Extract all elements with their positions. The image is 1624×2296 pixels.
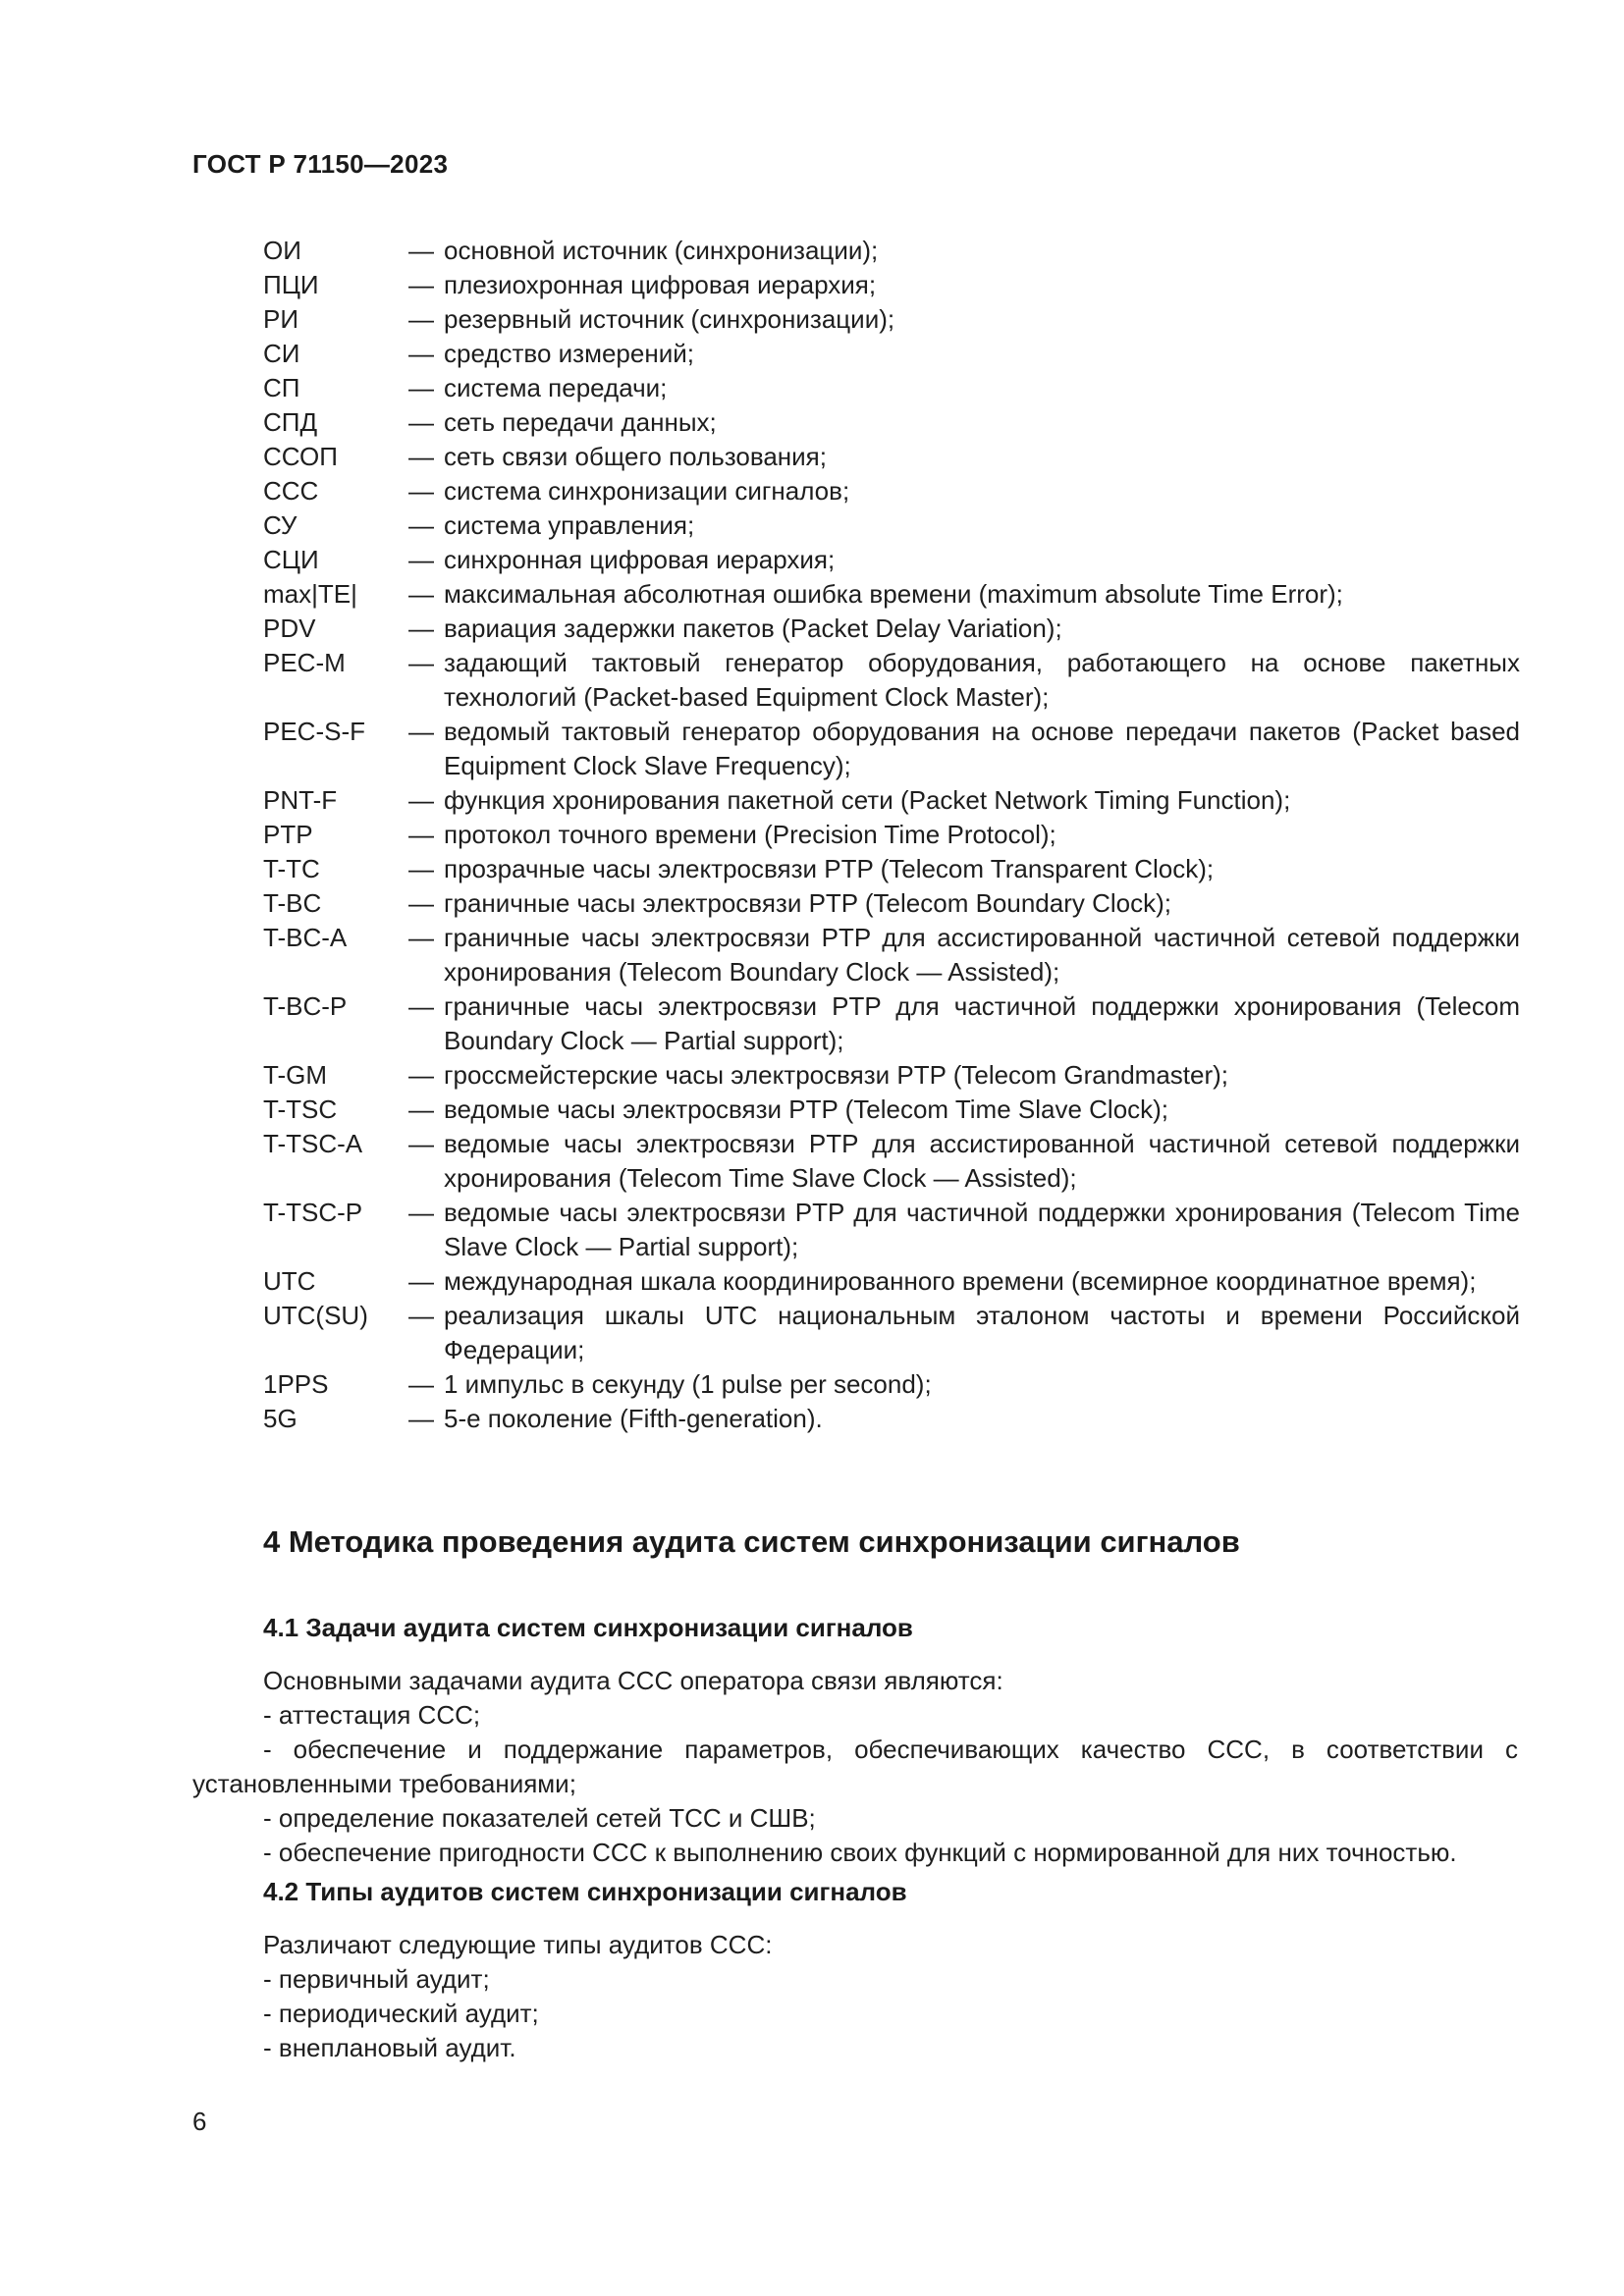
- abbreviation-definition: гроссмейстерские часы электросвязи PTP (Telecom Grandmaster);: [444, 1060, 1229, 1090]
- abbreviation-row: [263, 989, 1520, 1058]
- em-dash: —: [408, 820, 434, 849]
- em-dash: —: [408, 545, 434, 574]
- abbreviation-row: [263, 886, 1520, 921]
- abbreviation-term: PEC-M: [263, 648, 346, 677]
- abbreviation-definition: максимальная абсолютная ошибка времени (maximum absolute Time Error);: [444, 579, 1343, 609]
- abbreviation-term: UTC(SU): [263, 1301, 368, 1330]
- abbreviation-definition-cell: [408, 1196, 1520, 1264]
- abbreviation-term: PTP: [263, 820, 313, 849]
- abbreviation-term: СП: [263, 373, 300, 402]
- abbreviation-definition-cell: [408, 440, 1520, 474]
- abbreviation-term: T-BC-P: [263, 991, 348, 1021]
- abbreviation-definition-cell: [408, 1127, 1520, 1196]
- abbreviation-term: UTC: [263, 1266, 316, 1296]
- page-number: 6: [192, 2107, 207, 2136]
- abbreviation-definition-cell: [408, 1093, 1520, 1127]
- subsection-4-1-body: [192, 1664, 1518, 1870]
- abbreviation-definition: 5-е поколение (Fifth-generation).: [444, 1404, 823, 1433]
- abbreviation-definition: функция хронирования пакетной сети (Packet Network Timing Function);: [444, 785, 1291, 815]
- abbreviation-term: ССС: [263, 476, 319, 506]
- em-dash: —: [408, 888, 434, 918]
- abbreviation-term: ПЦИ: [263, 270, 319, 299]
- abbreviation-row: [263, 268, 1520, 302]
- em-dash: —: [408, 1266, 434, 1296]
- abbreviation-term: T-BC-A: [263, 923, 348, 952]
- abbreviation-definition-cell: [408, 715, 1520, 783]
- abbreviation-definition: средство измерений;: [444, 339, 694, 368]
- abbreviation-term: T-TSC-P: [263, 1198, 363, 1227]
- abbreviation-row: [263, 234, 1520, 268]
- abbreviation-definition-cell: [408, 337, 1520, 371]
- em-dash: —: [408, 236, 434, 265]
- list-item: - внеплановый аудит.: [263, 2033, 516, 2062]
- abbreviation-definition-cell: [408, 234, 1520, 268]
- abbreviation-definition: протокол точного времени (Precision Time Protocol);: [444, 820, 1056, 849]
- abbreviation-definition-cell: [408, 921, 1520, 989]
- abbreviation-definition-cell: [408, 989, 1520, 1058]
- abbreviation-row: [263, 1058, 1520, 1093]
- abbreviation-term: СИ: [263, 339, 300, 368]
- em-dash: —: [408, 1129, 434, 1158]
- abbreviation-row: [263, 1299, 1520, 1367]
- em-dash: —: [408, 510, 434, 540]
- abbreviation-definition: сеть передачи данных;: [444, 407, 717, 437]
- abbreviation-row: [263, 1264, 1520, 1299]
- abbreviation-definition-cell: [408, 268, 1520, 302]
- abbreviation-row: [263, 440, 1520, 474]
- em-dash: —: [408, 270, 434, 299]
- abbreviation-row: [263, 646, 1520, 715]
- abbreviation-row: [263, 715, 1520, 783]
- em-dash: —: [408, 407, 434, 437]
- list-item: - периодический аудит;: [263, 1999, 539, 2028]
- abbreviation-row: [263, 818, 1520, 852]
- abbreviation-definition: ведомые часы электросвязи PTP для ассистированной частичной сетевой поддержки хронирования (Telecom Time Slave Clock — Assisted);: [444, 1129, 1520, 1193]
- standard-code-header: ГОСТ Р 71150—2023: [192, 149, 449, 179]
- abbreviation-definition: международная шкала координированного времени (всемирное координатное время);: [444, 1266, 1477, 1296]
- list-item: - определение показателей сетей ТСС и СШВ;: [263, 1803, 816, 1833]
- abbreviation-row: [263, 1196, 1520, 1264]
- subsection-4-2-intro: Различают следующие типы аудитов ССС:: [263, 1930, 773, 1959]
- abbreviation-definition: ведомые часы электросвязи PTP (Telecom Time Slave Clock);: [444, 1095, 1169, 1124]
- abbreviation-definition-cell: [408, 543, 1520, 577]
- em-dash: —: [408, 442, 434, 471]
- abbreviation-row: [263, 921, 1520, 989]
- abbreviation-definition: система синхронизации сигналов;: [444, 476, 850, 506]
- list-item: - обеспечение и поддержание параметров, обеспечивающих качество ССС, в соответствии с установленными требованиями;: [192, 1735, 1518, 1798]
- abbreviation-definition: задающий тактовый генератор оборудования, работающего на основе пакетных технологий (Packet-based Equipment Clock Master);: [444, 648, 1520, 712]
- em-dash: —: [408, 579, 434, 609]
- abbreviation-definition-cell: [408, 474, 1520, 508]
- abbreviation-definition-cell: [408, 783, 1520, 818]
- abbreviation-definition-cell: [408, 852, 1520, 886]
- em-dash: —: [408, 339, 434, 368]
- em-dash: —: [408, 717, 434, 746]
- em-dash: —: [408, 1404, 434, 1433]
- em-dash: —: [408, 648, 434, 677]
- list-item: - обеспечение пригодности ССС к выполнению своих функций с нормированной для них точностью.: [263, 1838, 1457, 1867]
- em-dash: —: [408, 373, 434, 402]
- abbreviation-definition: вариация задержки пакетов (Packet Delay Variation);: [444, 614, 1062, 643]
- list-item: - аттестация ССС;: [263, 1700, 481, 1730]
- subsection-4-2-body: [192, 1928, 1518, 2065]
- em-dash: —: [408, 1060, 434, 1090]
- abbreviation-row: [263, 1127, 1520, 1196]
- list-item: - первичный аудит;: [263, 1964, 490, 1994]
- abbreviation-term: ОИ: [263, 236, 301, 265]
- abbreviation-term: ССОП: [263, 442, 338, 471]
- abbreviation-term: РИ: [263, 304, 299, 334]
- abbreviation-term: PEC-S-F: [263, 717, 365, 746]
- abbreviation-term: PNT-F: [263, 785, 338, 815]
- abbreviation-definition-cell: [408, 405, 1520, 440]
- abbreviation-row: [263, 405, 1520, 440]
- em-dash: —: [408, 304, 434, 334]
- em-dash: —: [408, 854, 434, 883]
- abbreviation-row: [263, 1367, 1520, 1402]
- abbreviation-definition: граничные часы электросвязи PTP для частичной поддержки хронирования (Telecom Boundary Clock — Partial support);: [444, 991, 1520, 1055]
- subsection-4-1-heading: 4.1 Задачи аудита систем синхронизации сигналов: [263, 1613, 913, 1642]
- abbreviation-definition-cell: [408, 886, 1520, 921]
- em-dash: —: [408, 1301, 434, 1330]
- em-dash: —: [408, 476, 434, 506]
- abbreviation-definition: синхронная цифровая иерархия;: [444, 545, 836, 574]
- em-dash: —: [408, 923, 434, 952]
- abbreviation-definition: система управления;: [444, 510, 695, 540]
- abbreviation-definition-cell: [408, 646, 1520, 715]
- abbreviation-row: [263, 543, 1520, 577]
- section-4-heading: 4 Методика проведения аудита систем синхронизации сигналов: [263, 1524, 1240, 1559]
- abbreviations-list: [263, 234, 1520, 1436]
- em-dash: —: [408, 785, 434, 815]
- abbreviation-definition: реализация шкалы UTC национальным эталоном частоты и времени Российской Федерации;: [444, 1301, 1520, 1364]
- abbreviation-definition: 1 импульс в секунду (1 pulse per second);: [444, 1369, 932, 1399]
- abbreviation-row: [263, 1093, 1520, 1127]
- subsection-4-2-heading: 4.2 Типы аудитов систем синхронизации сигналов: [263, 1877, 907, 1906]
- abbreviation-definition-cell: [408, 1264, 1520, 1299]
- abbreviation-definition-cell: [408, 508, 1520, 543]
- abbreviation-definition-cell: [408, 577, 1520, 612]
- abbreviation-definition: ведомый тактовый генератор оборудования на основе передачи пакетов (Packet based Equipment Clock Slave Frequency);: [444, 717, 1520, 780]
- abbreviation-definition-cell: [408, 371, 1520, 405]
- abbreviation-definition-cell: [408, 1299, 1520, 1367]
- abbreviation-definition: резервный источник (синхронизации);: [444, 304, 895, 334]
- subsection-4-1-intro: Основными задачами аудита ССС оператора связи являются:: [263, 1666, 1003, 1695]
- abbreviation-term: PDV: [263, 614, 316, 643]
- abbreviation-term: 1PPS: [263, 1369, 329, 1399]
- abbreviation-definition: плезиохронная цифровая иерархия;: [444, 270, 877, 299]
- abbreviation-term: max|TE|: [263, 579, 357, 609]
- abbreviation-definition-cell: [408, 302, 1520, 337]
- abbreviation-row: [263, 577, 1520, 612]
- abbreviation-definition-cell: [408, 818, 1520, 852]
- abbreviation-term: T-TSC: [263, 1095, 338, 1124]
- abbreviation-row: [263, 508, 1520, 543]
- abbreviation-definition-cell: [408, 612, 1520, 646]
- abbreviation-term: 5G: [263, 1404, 298, 1433]
- em-dash: —: [408, 991, 434, 1021]
- abbreviation-row: [263, 371, 1520, 405]
- abbreviation-definition: граничные часы электросвязи PTP (Telecom Boundary Clock);: [444, 888, 1171, 918]
- abbreviation-row: [263, 1402, 1520, 1436]
- em-dash: —: [408, 1198, 434, 1227]
- abbreviation-definition: ведомые часы электросвязи PTP для частичной поддержки хронирования (Telecom Time Slave Clock — Partial support);: [444, 1198, 1520, 1261]
- abbreviation-term: СЦИ: [263, 545, 319, 574]
- abbreviation-row: [263, 852, 1520, 886]
- em-dash: —: [408, 1095, 434, 1124]
- em-dash: —: [408, 614, 434, 643]
- abbreviation-row: [263, 302, 1520, 337]
- abbreviation-definition-cell: [408, 1058, 1520, 1093]
- abbreviation-term: T-BC: [263, 888, 322, 918]
- abbreviation-row: [263, 783, 1520, 818]
- abbreviation-term: T-TC: [263, 854, 320, 883]
- abbreviation-term: СУ: [263, 510, 298, 540]
- abbreviation-definition-cell: [408, 1402, 1520, 1436]
- abbreviation-row: [263, 337, 1520, 371]
- abbreviation-definition: сеть связи общего пользования;: [444, 442, 827, 471]
- abbreviation-term: T-TSC-A: [263, 1129, 363, 1158]
- abbreviation-definition-cell: [408, 1367, 1520, 1402]
- abbreviation-term: T-GM: [263, 1060, 327, 1090]
- abbreviation-term: СПД: [263, 407, 318, 437]
- abbreviation-row: [263, 612, 1520, 646]
- abbreviation-definition: прозрачные часы электросвязи PTP (Telecom Transparent Clock);: [444, 854, 1215, 883]
- abbreviation-definition: система передачи;: [444, 373, 668, 402]
- abbreviation-row: [263, 474, 1520, 508]
- em-dash: —: [408, 1369, 434, 1399]
- abbreviation-definition: основной источник (синхронизации);: [444, 236, 879, 265]
- abbreviation-definition: граничные часы электросвязи PTP для ассистированной частичной сетевой поддержки хронирования (Telecom Boundary Clock — Assisted);: [444, 923, 1520, 987]
